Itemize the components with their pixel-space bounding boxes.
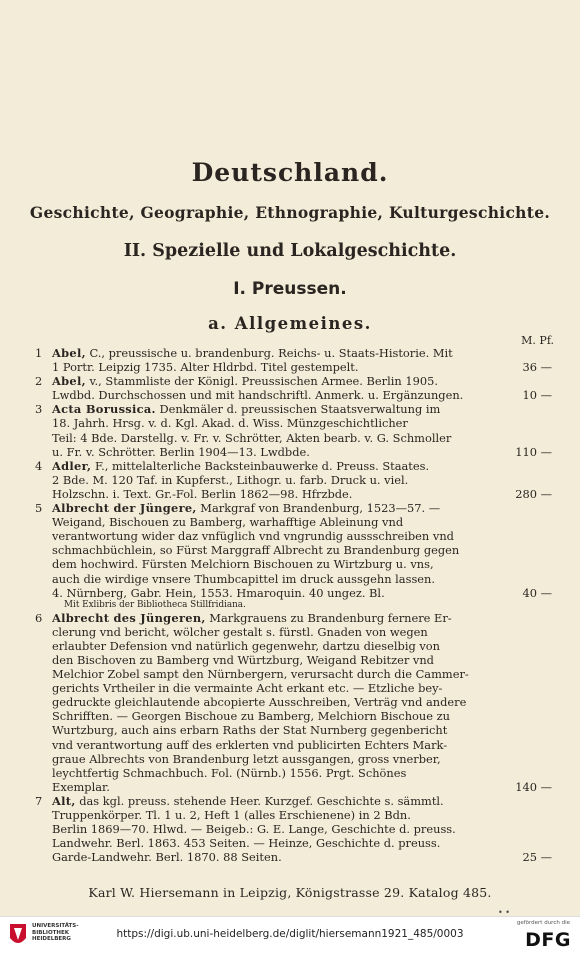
entry-line: [0, 445, 580, 459]
entry-line: [0, 738, 580, 752]
source-url-link[interactable]: https://digi.ub.uni-heidelberg.de/diglit/hiersemann1921_485/0003: [116, 928, 464, 940]
entry-number: 3: [35, 402, 43, 417]
catalog-entry: [0, 374, 580, 402]
entry-text: gedruckte gleichlautende abcopierte Ausschreiben, Verträg vnd andere: [52, 695, 467, 710]
entry-text: Exemplar.: [52, 779, 110, 794]
entry-text: C., preussische u. brandenburg. Reichs- u. Staats-Historie. Mit: [85, 346, 453, 360]
entry-headword: Abel,: [52, 346, 86, 360]
entry-number: 1: [35, 346, 43, 360]
entry-line: [0, 808, 580, 822]
entry-text: Markgrauens zu Brandenburg fernere Er-: [205, 610, 452, 625]
entry-price: 110 —: [515, 444, 552, 459]
entry-line: [0, 625, 580, 639]
entry-line: [0, 836, 580, 850]
entry-price: 40 —: [522, 585, 552, 600]
entry-line: [0, 501, 580, 515]
entry-number: 2: [35, 374, 43, 389]
entry-line: [0, 388, 580, 402]
currency-header: M. Pf.: [521, 334, 554, 347]
catalog-entry: [0, 501, 580, 611]
catalog-entry: [0, 794, 580, 864]
entry-text: erlaubter Defension vnd natürlich gegenwehr, dartzu dieselbig von: [52, 638, 440, 653]
entry-text: v., Stammliste der Königl. Preussischen Armee. Berlin 1905.: [85, 374, 438, 389]
entry-text: vnd verantwortung auff des erklerten vnd publicirten Echters Mark-: [52, 737, 448, 752]
entry-line: [0, 346, 580, 360]
entry-line: [0, 667, 580, 681]
entry-headword: Abel,: [52, 374, 86, 389]
entry-text: Garde-Landwehr. Berl. 1870. 88 Seiten.: [52, 850, 282, 865]
entry-text: 18. Jahrh. Hrsg. v. d. Kgl. Akad. d. Wiss. Münzgeschichtlicher: [52, 416, 408, 431]
entry-price: 140 —: [515, 779, 552, 794]
entry-line: [0, 611, 580, 625]
entry-line: [0, 487, 580, 501]
entry-line: [0, 374, 580, 388]
university-line-1: UNIVERSITÄTS-: [32, 923, 79, 929]
entry-number: 6: [35, 610, 43, 625]
entry-text: das kgl. preuss. stehende Heer. Kurzgef. Geschichte s. sämmtl.: [75, 793, 444, 808]
entry-text: Markgraf von Brandenburg, 1523—57. —: [196, 501, 441, 516]
entry-text: Weigand, Bischouen zu Bamberg, warhafftige Ableinung vnd: [52, 515, 404, 530]
entry-headword: Albrecht der Jüngere,: [52, 501, 197, 516]
entry-note: [0, 600, 580, 611]
entry-line: [0, 586, 580, 600]
entry-price: 36 —: [522, 360, 552, 375]
entry-text: 4. Nürnberg, Gabr. Hein, 1553. Hmaroquin. 40 ungez. Bl.: [52, 585, 385, 600]
entry-line: [0, 639, 580, 653]
entry-line: [0, 752, 580, 766]
part-heading: a. Allgemeines.: [208, 314, 372, 333]
entry-line: [0, 515, 580, 529]
entry-text: Wurtzburg, auch ains erbarn Raths der Stat Nurnberg gegenbericht: [52, 723, 448, 738]
entry-text: Lwdbd. Durchschossen und mit handschriftl. Anmerk. u. Ergänzungen.: [52, 388, 464, 403]
entry-line: [0, 402, 580, 416]
entry-price: 10 —: [522, 388, 552, 403]
entry-line: [0, 766, 580, 780]
entry-text: u. Fr. v. Schrötter. Berlin 1904—13. Lwdbde.: [52, 444, 310, 459]
entry-line: [0, 709, 580, 723]
entry-number: 7: [35, 793, 43, 808]
section-heading: II. Spezielle und Lokalgeschichte.: [123, 241, 457, 261]
entry-headword: Albrecht des Jüngeren,: [52, 610, 206, 625]
entry-line: [0, 780, 580, 794]
entry-text: leychtfertig Schmachbuch. Fol. (Nürnb.) 1556. Prgt. Schönes: [52, 765, 407, 780]
entry-line: [0, 695, 580, 709]
page-mark: • •: [498, 908, 510, 916]
entry-headword: Alt,: [52, 793, 76, 808]
entry-text: Truppenkörper. Tl. 1 u. 2, Heft 1 (alles Erschienene) in 2 Bdn.: [52, 808, 411, 822]
entry-line: [0, 529, 580, 543]
entry-number: 4: [35, 458, 43, 473]
entry-line: [0, 572, 580, 586]
subjects-heading: Geschichte, Geographie, Ethnographie, Kulturgeschichte.: [29, 203, 551, 222]
entry-text: F., mittelalterliche Backsteinbauwerke d. Preuss. Staates.: [91, 458, 430, 473]
entry-headword: Adler,: [52, 458, 92, 473]
entry-text: auch die wirdige vnsere Thumbcapittel im druck aussgehn lassen.: [52, 571, 435, 586]
entry-number: 5: [35, 501, 43, 516]
entry-line: [0, 822, 580, 836]
catalog-entries: [0, 346, 580, 864]
entry-text: 1 Portr. Leipzig 1735. Alter Hldrbd. Titel gestempelt.: [52, 360, 359, 375]
subsection-heading: I. Preussen.: [233, 279, 347, 299]
entry-text: schmachbüchlein, so Fürst Marggraff Albrecht zu Brandenburg gegen: [52, 543, 460, 558]
entry-text: den Bischoven zu Bamberg vnd Würtzburg, Weigand Rebitzer vnd: [52, 652, 434, 667]
catalog-entry: [0, 611, 580, 794]
university-line-3: HEIDELBERG: [32, 936, 71, 942]
viewer-bar: [0, 916, 580, 955]
university-line-2: BIBLIOTHEK: [32, 929, 70, 936]
entry-text: 2 Bde. M. 120 Taf. in Kupferst., Lithogr. u. farb. Druck u. viel.: [52, 472, 409, 487]
catalog-entry: [0, 402, 580, 458]
dfg-logo[interactable]: DFG: [525, 929, 571, 951]
entry-text: Denkmäler d. preussischen Staatsverwaltung im: [155, 402, 441, 417]
entry-line: [0, 360, 580, 374]
entry-line: [0, 557, 580, 571]
entry-text: gerichts Vrtheiler in die vermainte Acht erkant etc. — Etzliche bey-: [52, 681, 443, 696]
funding-label: gefördert durch die: [516, 920, 570, 926]
entry-headword: Acta Borussica.: [52, 402, 156, 417]
entry-text: graue Albrechts von Brandenburg letzt aussgangen, gross vnerber,: [52, 751, 441, 766]
entry-line: [0, 723, 580, 737]
entry-text: dem hochwird. Fürsten Melchiorn Bischouen zu Wirtzburg u. vns,: [52, 557, 434, 572]
entry-text: clerung vnd bericht, wölcher gestalt s. fürstl. Gnaden von wegen: [52, 624, 428, 639]
entry-text: verantwortung wider daz vnfüglich vnd vngrundig aussschreiben vnd: [52, 529, 454, 544]
entry-line: [0, 431, 580, 445]
entry-text: Teil: 4 Bde. Darstellg. v. Fr. v. Schrötter, Akten bearb. v. G. Schmoller: [52, 430, 452, 445]
entry-line: [0, 459, 580, 473]
entry-line: [0, 850, 580, 864]
catalog-entry: [0, 346, 580, 374]
entry-text: Berlin 1869—70. Hlwd. — Beigeb.: G. E. Lange, Geschichte d. preuss.: [52, 822, 456, 837]
entry-text: Landwehr. Berl. 1863. 453 Seiten. — Heinze, Geschichte d. preuss.: [52, 836, 441, 851]
entry-line: [0, 473, 580, 487]
entry-text: Holzschn. i. Text. Gr.-Fol. Berlin 1862—98. Hfrzbde.: [52, 486, 353, 501]
entry-text: Schrifften. — Georgen Bischoue zu Bamberg, Melchiorn Bischoue zu: [52, 709, 450, 724]
catalog-footer: Karl W. Hiersemann in Leipzig, Königstrasse 29. Katalog 485.: [88, 885, 492, 900]
entry-line: [0, 794, 580, 808]
entry-text: Melchior Zobel sampt den Nürnbergern, verursacht durch die Cammer-: [52, 667, 469, 682]
page-main-heading: Deutschland.: [191, 158, 389, 187]
entry-price: 280 —: [515, 486, 552, 501]
entry-price: 25 —: [522, 850, 552, 865]
entry-line: [0, 543, 580, 557]
entry-line: [0, 416, 580, 430]
entry-line: [0, 653, 580, 667]
catalog-entry: [0, 459, 580, 501]
entry-line: [0, 681, 580, 695]
entry-text: Mit Exlibris der Bibliotheca Stillfridiana.: [64, 599, 246, 610]
